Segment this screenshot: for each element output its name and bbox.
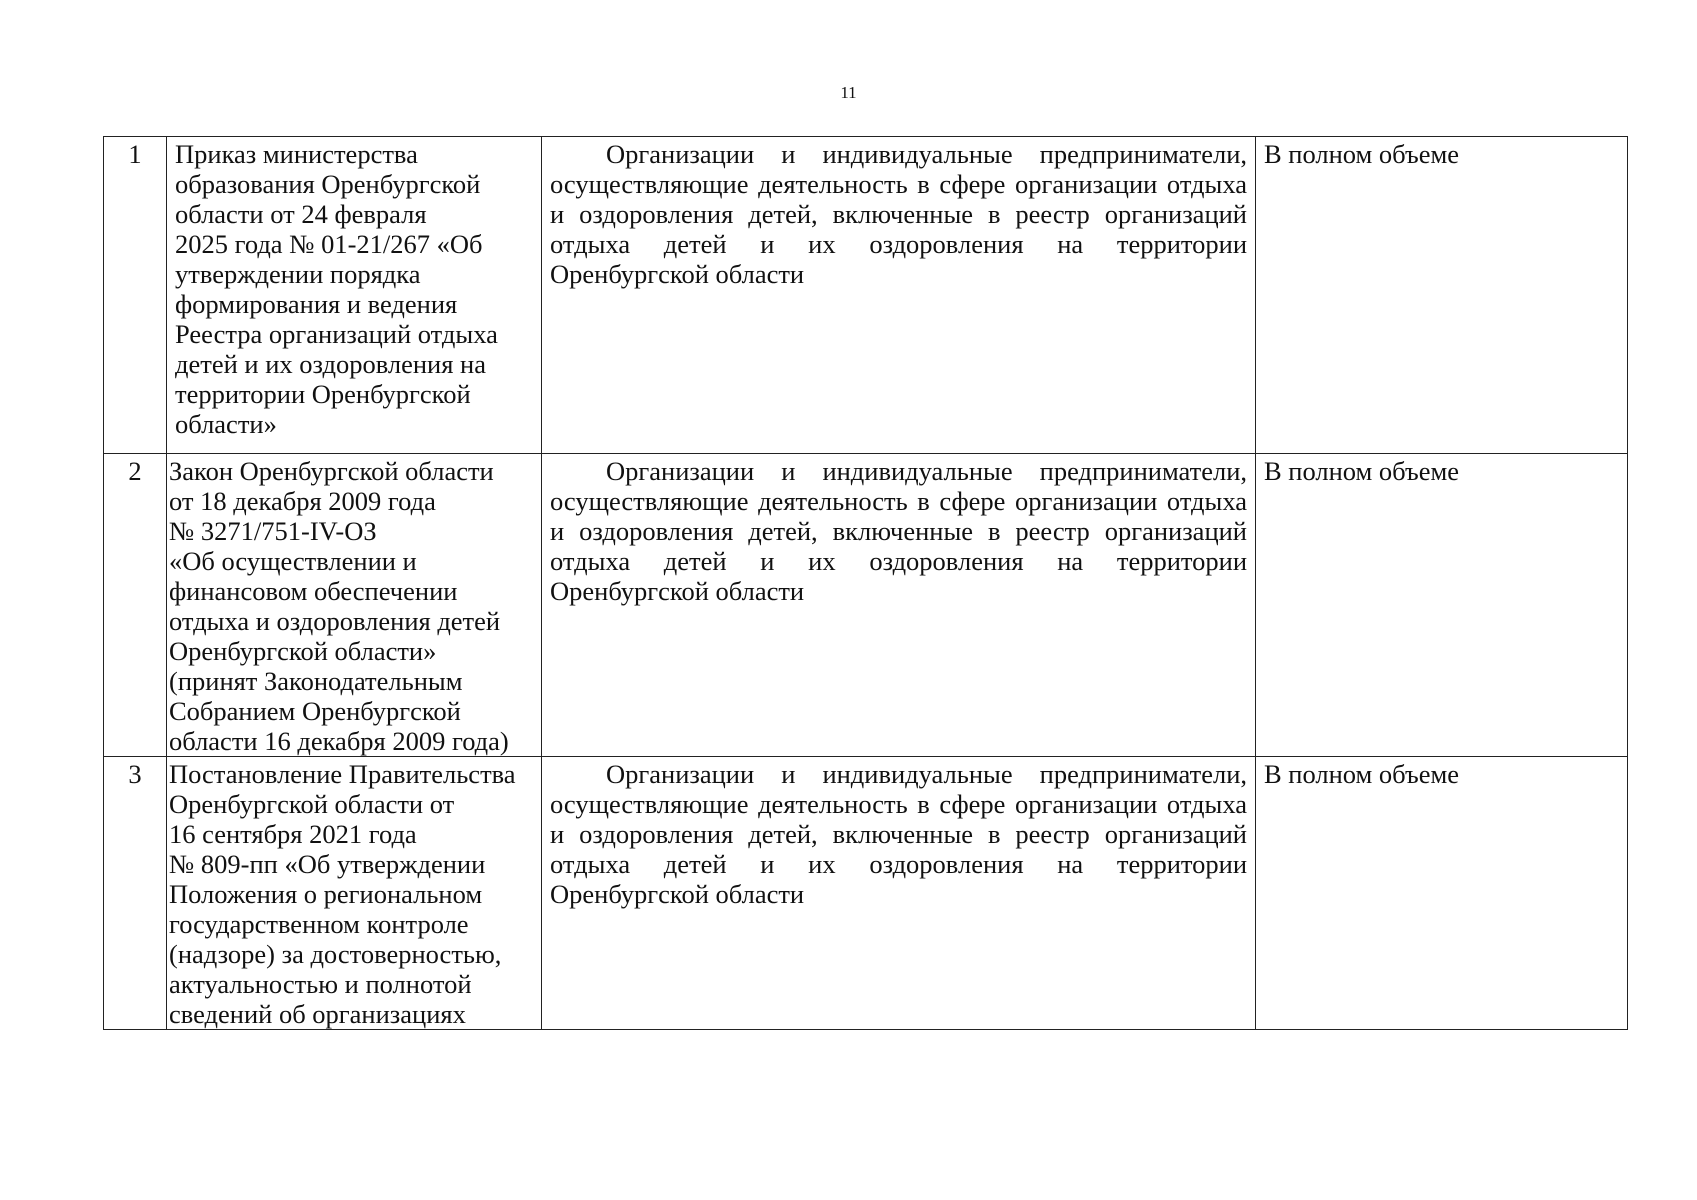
- row-number-cell: [104, 137, 167, 454]
- scope-text: В полном объеме: [1264, 139, 1459, 169]
- scope-text: В полном объеме: [1264, 759, 1459, 789]
- document-line: от 18 декабря 2009 года: [169, 486, 436, 516]
- row-number-cell: [104, 454, 167, 757]
- document-line: Оренбургской области»: [169, 636, 437, 666]
- document-line: образования Оренбургской: [175, 169, 481, 199]
- document-line: Закон Оренбургской области: [169, 456, 494, 486]
- document-cell: [167, 454, 542, 757]
- document-cell: [167, 137, 542, 454]
- subjects-cell: [542, 454, 1256, 757]
- page-number: 11: [840, 83, 857, 102]
- document-line: детей и их оздоровления на: [175, 349, 486, 379]
- table-row: [104, 454, 1628, 757]
- scope-cell: [1256, 454, 1628, 757]
- document-line: № 3271/751-IV-ОЗ: [169, 516, 377, 546]
- document-line: формирования и ведения: [175, 289, 458, 319]
- document-line: территории Оренбургской: [175, 379, 471, 409]
- table-row: [104, 137, 1628, 454]
- subjects-text: Организации и индивидуальные предприниматели, осуществляющие деятельность в сфере организации отдыха и оздоровления детей, включенные в реестр организаций отдыха детей и их оздоровления на территории Оренбургской области: [550, 139, 1247, 289]
- document-line: Положения о региональном: [169, 879, 483, 909]
- row-number-cell: [104, 757, 167, 1030]
- row-number: 2: [128, 456, 142, 486]
- document-line: сведений об организациях: [169, 999, 466, 1029]
- document-line: Приказ министерства: [175, 139, 418, 169]
- document-line: государственном контроле: [169, 909, 469, 939]
- subjects-cell: [542, 757, 1256, 1030]
- document-line: области от 24 февраля: [175, 199, 427, 229]
- document-line: Реестра организаций отдыха: [175, 319, 498, 349]
- document-line: 16 сентября 2021 года: [169, 819, 417, 849]
- document-line: 2025 года № 01-21/267 «Об: [175, 229, 483, 259]
- document-line: (надзоре) за достоверностью,: [169, 939, 502, 969]
- scope-cell: [1256, 757, 1628, 1030]
- document-line: актуальностью и полнотой: [169, 969, 472, 999]
- regulations-table: [103, 136, 1628, 1030]
- document-line: финансовом обеспечении: [169, 576, 458, 606]
- subjects-text: Организации и индивидуальные предприниматели, осуществляющие деятельность в сфере организации отдыха и оздоровления детей, включенные в реестр организаций отдыха детей и их оздоровления на территории Оренбургской области: [550, 456, 1247, 606]
- document-line: «Об осуществлении и: [169, 546, 417, 576]
- document-line: отдыха и оздоровления детей: [169, 606, 501, 636]
- document-line: области»: [175, 409, 277, 439]
- table-row: [104, 757, 1628, 1030]
- document-line: (принят Законодательным: [169, 666, 463, 696]
- document-line: утверждении порядка: [175, 259, 421, 289]
- scope-text: В полном объеме: [1264, 456, 1459, 486]
- document-line: № 809-пп «Об утверждении: [169, 849, 486, 879]
- subjects-cell: [542, 137, 1256, 454]
- subjects-text: Организации и индивидуальные предприниматели, осуществляющие деятельность в сфере организации отдыха и оздоровления детей, включенные в реестр организаций отдыха детей и их оздоровления на территории Оренбургской области: [550, 759, 1247, 909]
- scope-cell: [1256, 137, 1628, 454]
- row-number: 3: [128, 759, 142, 789]
- row-number: 1: [128, 139, 142, 169]
- document-cell: [167, 757, 542, 1030]
- document-line: Оренбургской области от: [169, 789, 455, 819]
- document-line: Постановление Правительства: [169, 759, 516, 789]
- document-line: области 16 декабря 2009 года): [169, 726, 509, 756]
- document-line: Собранием Оренбургской: [169, 696, 461, 726]
